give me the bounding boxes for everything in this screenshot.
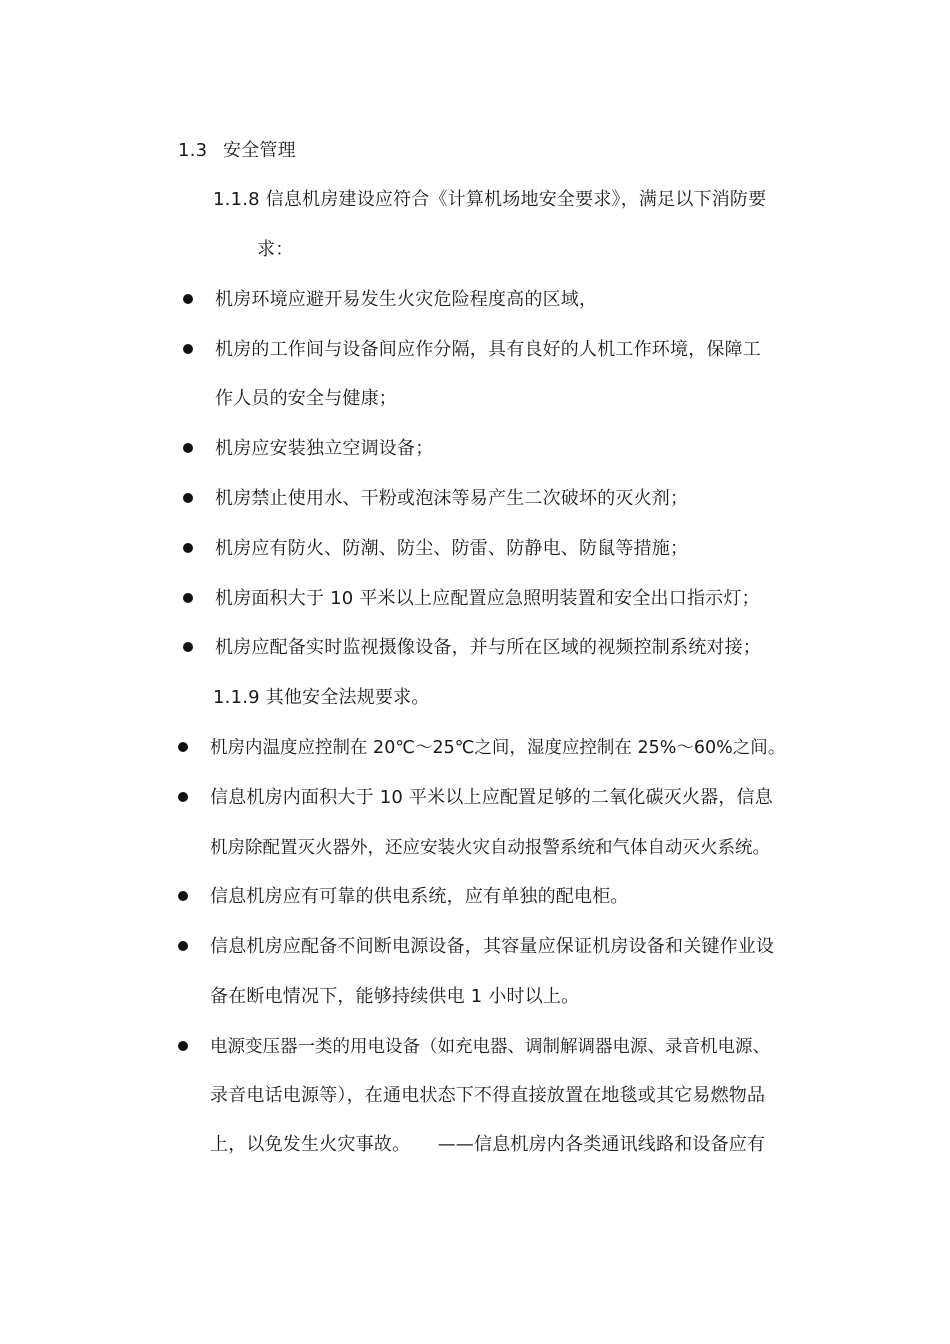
section-title: 安全管理 [223, 140, 296, 161]
bullet-icon [183, 593, 193, 603]
bullet-icon [183, 294, 193, 304]
section-number: 1.3 [178, 140, 208, 161]
list-a-item-4-line1: 机房禁止使用水、干粉或泡沫等易产生二次破坏的灭火剂； [215, 488, 689, 509]
list-a-item-1-line1: 机房环境应避开易发生火灾危险程度高的区域， [215, 289, 598, 310]
list-a-item-6-line1: 机房面积大于 10 平米以上应配置应急照明装置和安全出口指示灯； [215, 588, 760, 609]
bullet-icon [183, 344, 193, 354]
bullet-icon [183, 543, 193, 553]
bullet-icon [178, 891, 188, 901]
bullet-icon [183, 443, 193, 453]
bullet-icon [183, 642, 193, 652]
clause-118-line1: 1.1.8 信息机房建设应符合《计算机场地安全要求》，满足以下消防要 [213, 189, 767, 210]
bullet-icon [178, 742, 188, 752]
bullet-icon [178, 1041, 188, 1051]
list-b-item-2-line1: 信息机房内面积大于 10 平米以上应配置足够的二氧化碳灭火器，信息 [210, 787, 773, 808]
list-b-item-4-line1: 信息机房应配备不间断电源设备，其容量应保证机房设备和关键作业设 [210, 936, 775, 957]
bullet-icon [183, 493, 193, 503]
list-b-item-4-line2: 备在断电情况下，能够持续供电 1 小时以上。 [210, 986, 580, 1007]
list-b-item-3-line1: 信息机房应有可靠的供电系统，应有单独的配电柜。 [210, 886, 629, 907]
list-b-item-5-line2: 录音电话电源等），在通电状态下不得直接放置在地毯或其它易燃物品 [210, 1085, 766, 1106]
list-a-item-3-line1: 机房应安装独立空调设备； [215, 438, 434, 459]
list-a-item-2-line2: 作人员的安全与健康； [215, 388, 397, 409]
clause-118-line2: 求： [257, 239, 294, 260]
list-a-item-7-line1: 机房应配备实时监视摄像设备，并与所在区域的视频控制系统对接； [215, 637, 761, 658]
bullet-icon [178, 792, 188, 802]
list-b-item-2-line2: 机房除配置灭火器外，还应安装火灾自动报警系统和气体自动灭火系统。 [210, 838, 770, 858]
list-b-item-1-line1: 机房内温度应控制在 20℃～25℃之间，湿度应控制在 25%～60%之间。 [210, 738, 786, 758]
bullet-icon [178, 941, 188, 951]
list-b-item-5-line3: 上，以免发生火灾事故。 ——信息机房内各类通讯线路和设备应有 [210, 1134, 766, 1155]
clause-119-line1: 1.1.9 其他安全法规要求。 [213, 687, 430, 708]
list-a-item-2-line1: 机房的工作间与设备间应作分隔，具有良好的人机工作环境，保障工 [215, 339, 761, 360]
list-b-item-5-line1: 电源变压器一类的用电设备（如充电器、调制解调器电源、录音机电源、 [210, 1037, 770, 1057]
list-a-item-5-line1: 机房应有防火、防潮、防尘、防雷、防静电、防鼠等措施； [215, 538, 689, 559]
